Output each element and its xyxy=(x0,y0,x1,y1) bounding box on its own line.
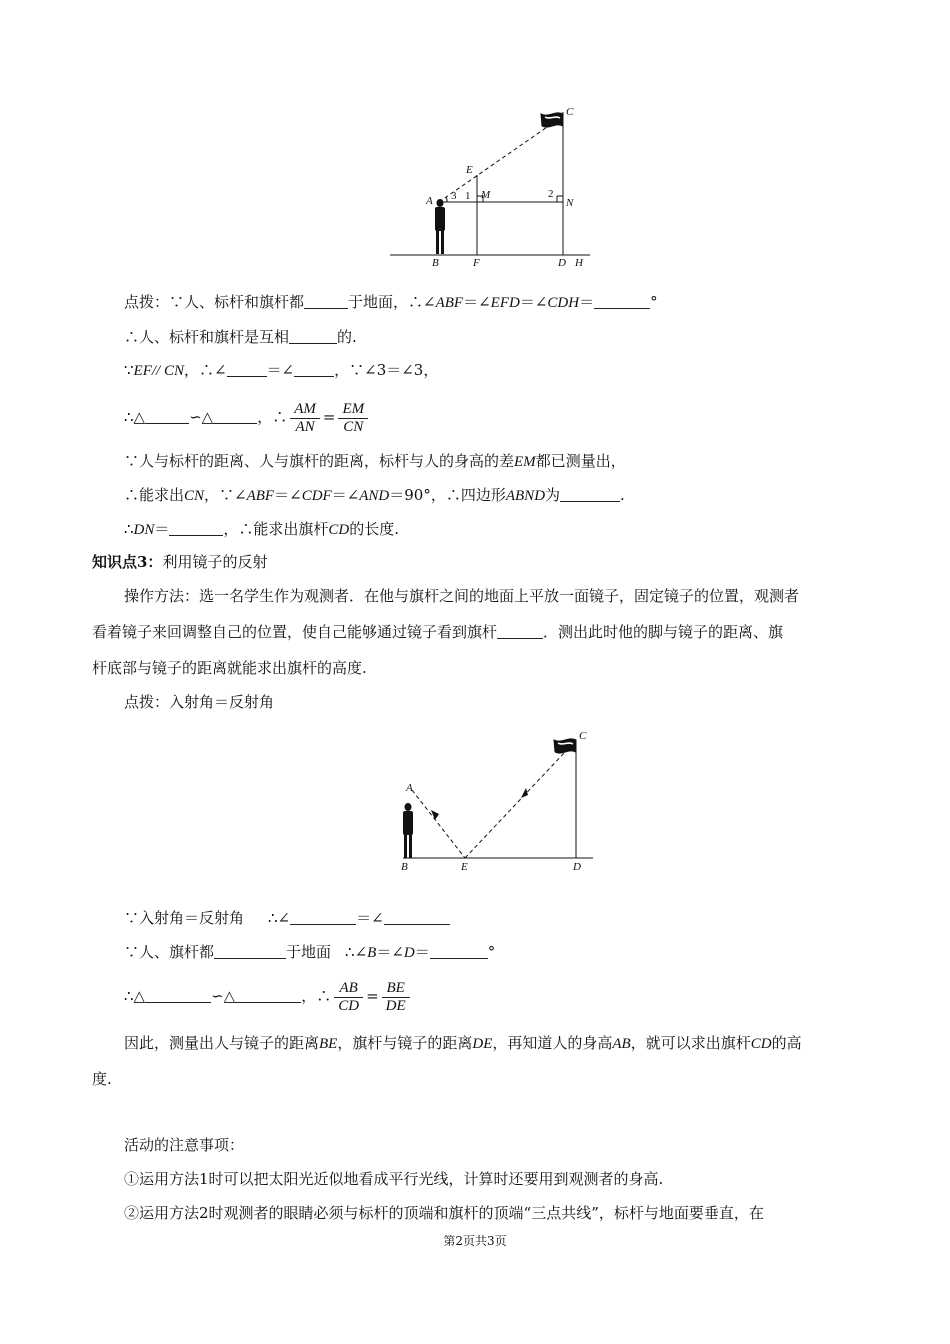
label-B: B xyxy=(432,257,439,269)
label-A: A xyxy=(426,195,433,207)
question-line-1: ∵入射角＝反射角 ∴∠ ＝∠ xyxy=(124,908,450,928)
text-line-4: ∴△ ∽△ ，∴ $\frac{AM}{AN}$ = $\frac{EM}{CN}$ xyxy=(124,398,371,436)
note-1: ①运用方法1时可以把太阳光近似地看成平行光线，计算时还要用到观测者的身高. xyxy=(124,1170,664,1188)
fraction-EM-CN: $\frac{EM}{CN}$ xyxy=(338,401,368,436)
blank xyxy=(594,294,650,309)
label-D: D xyxy=(558,257,566,269)
arrow-to-A-icon xyxy=(431,810,439,820)
text-line-7: ∴DN＝ ，∴能求出旗杆CD的长度. xyxy=(124,520,400,538)
text-line-6: ∴能求出CN，∵∠ABF＝∠CDF＝∠AND＝90°，∴四边形ABND为 . xyxy=(124,486,625,504)
label-E: E xyxy=(466,164,473,176)
blank xyxy=(560,487,620,502)
label-A: A xyxy=(406,782,413,794)
incident-line-EC xyxy=(465,750,567,858)
fraction-BE-DE: $\frac{BE}{DE}$ xyxy=(382,980,410,1015)
reflect-line-AE xyxy=(412,790,465,858)
fraction-AM-AN: $\frac{AM}{AN}$ xyxy=(290,401,320,436)
label-N: N xyxy=(566,197,574,209)
paragraph-line-2: 看着镜子来回调整自己的位置，使自己能够通过镜子看到旗杆 ．测出此时他的脚与镜子的距离、旗 xyxy=(92,623,784,641)
conclusion-line-2: 度. xyxy=(92,1070,112,1088)
blank xyxy=(145,409,189,424)
notes-title: 活动的注意事项： xyxy=(124,1136,245,1154)
label-H: H xyxy=(575,257,583,269)
question-line-2: ∵人、旗杆都 于地面 ∴∠B＝∠D＝ ° xyxy=(124,943,496,961)
blank xyxy=(384,910,450,925)
label-B: B xyxy=(401,861,408,873)
flag-icon xyxy=(541,113,563,127)
person-silhouette xyxy=(403,803,413,858)
blank xyxy=(169,521,223,536)
blank xyxy=(304,294,348,309)
text-line-5: ∵人与标杆的距离、人与旗杆的距离，标杆与人的身高的差EM都已测量出， xyxy=(124,452,626,470)
label-F: F xyxy=(473,257,480,269)
blank xyxy=(289,329,337,344)
fraction-AB-CD: $\frac{AB}{CD}$ xyxy=(334,980,363,1015)
paragraph-line-3: 杆底部与镜子的距离就能求出旗杆的高度. xyxy=(92,659,367,677)
blank xyxy=(145,988,211,1003)
label-D: D xyxy=(573,861,581,873)
person-silhouette xyxy=(435,199,445,254)
label-C: C xyxy=(579,730,587,742)
angle-mark-3 xyxy=(446,197,447,202)
blank xyxy=(294,362,334,377)
label-M: M xyxy=(481,189,491,201)
question-line-3: ∴△ ∽△ ，∴ $\frac{AB}{CD}$ = $\frac{BE}{DE}$ xyxy=(124,976,413,1016)
blank xyxy=(213,409,257,424)
blank xyxy=(497,624,543,639)
blank xyxy=(227,362,267,377)
text-line-2: ∴人、标杆和旗杆是互相 的. xyxy=(124,328,357,346)
label-1: 1 xyxy=(465,190,471,202)
label-E: E xyxy=(461,861,468,873)
label-C: C xyxy=(566,106,574,118)
flag-icon xyxy=(554,739,576,753)
conclusion-line-1: 因此，测量出人与镜子的距离BE，旗杆与镜子的距离DE，再知道人的身高AB，就可以求出旗杆CD的高 xyxy=(124,1034,802,1052)
label-3: 3 xyxy=(451,190,457,202)
blank xyxy=(235,988,301,1003)
text-line-1: 点拨：∵人、标杆和旗杆都 于地面，∴∠ABF＝∠EFD＝∠CDH＝ ° xyxy=(124,293,658,311)
figure-mirror-reflection xyxy=(395,728,600,878)
note-2: ②运用方法2时观测者的眼睛必须与标杆的顶端和旗杆的顶端“三点共线”，标杆与地面要垂直，在 xyxy=(124,1204,764,1222)
sight-line-AC xyxy=(439,116,563,202)
section-heading-3: 知识点3：利用镜子的反射 xyxy=(92,553,268,571)
text-line-3: ∵EF// CN，∴∠ ＝∠ ，∵∠3＝∠3， xyxy=(124,361,439,379)
label-2: 2 xyxy=(548,188,554,200)
tip-line: 点拨：入射角＝反射角 xyxy=(124,693,275,711)
blank xyxy=(214,944,286,959)
blank xyxy=(290,910,356,925)
paragraph-line-1: 操作方法：选一名学生作为观测者．在他与旗杆之间的地面上平放一面镜子，固定镜子的位置，观测者 xyxy=(124,587,800,605)
page-footer: 第2页共3页 xyxy=(443,1234,507,1248)
figure-flagpole-similar-triangles xyxy=(385,100,600,270)
blank xyxy=(430,944,488,959)
arrow-from-C-icon xyxy=(521,788,528,798)
